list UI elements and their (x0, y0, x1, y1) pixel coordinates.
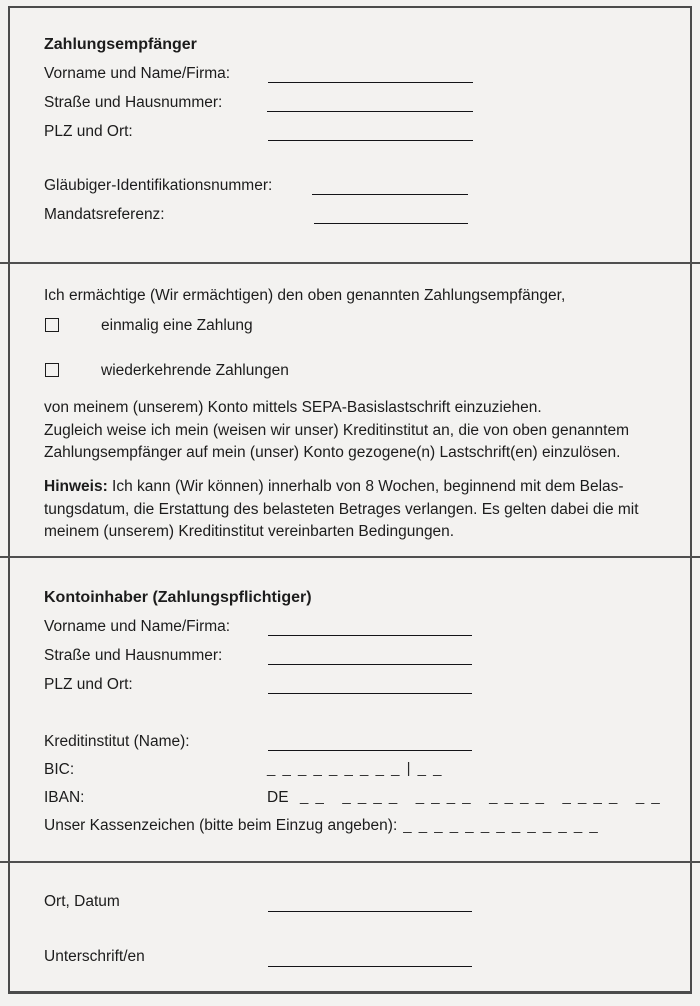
holder-name-line[interactable] (268, 635, 472, 636)
date-line[interactable] (268, 911, 472, 912)
payee-street-label: Straße und Hausnummer: (44, 94, 223, 111)
single-payment-checkbox[interactable] (45, 318, 59, 332)
date-label: Ort, Datum (44, 893, 120, 910)
holder-city-line[interactable] (268, 693, 472, 694)
holder-street-label: Straße und Hausnummer: (44, 647, 223, 664)
payee-name-label: Vorname und Name/Firma: (44, 65, 231, 82)
note-line-1 (44, 476, 639, 499)
payee-name-line[interactable] (268, 82, 473, 83)
authorization-body-line-1: von meinem (unserem) Konto mittels SEPA-Basislastschrift einzuziehen. (44, 399, 542, 416)
reference-label: Unser Kassenzeichen (bitte beim Einzug angeben): (44, 817, 398, 834)
bank-name-label: Kreditinstitut (Name): (44, 733, 190, 750)
mandate-ref-line[interactable] (314, 223, 468, 224)
bic-label: BIC: (44, 761, 75, 778)
reference-row (44, 817, 599, 835)
bank-name-line[interactable] (268, 750, 472, 751)
single-payment-label: einmalig eine Zahlung (101, 317, 253, 334)
section-divider-1 (0, 262, 700, 264)
bic-field[interactable]: _ _ _ _ _ _ _ _ _ | _ _ (267, 760, 444, 777)
mandate-ref-label: Mandatsreferenz: (44, 206, 165, 223)
holder-city-label: PLZ und Ort: (44, 676, 133, 693)
iban-label: IBAN: (44, 789, 85, 806)
recurring-payment-label: wiederkehrende Zahlungen (101, 362, 289, 379)
authorization-body-line-3: Zahlungsempfänger auf mein (unser) Konto gezogene(n) Lastschrift(en) einzulösen. (44, 444, 621, 461)
signature-line[interactable] (268, 966, 472, 967)
note-paragraph (44, 476, 639, 544)
account-holder-heading: Kontoinhaber (Zahlungspflichtiger) (44, 589, 312, 606)
section-divider-3 (0, 861, 700, 863)
authorization-body (44, 397, 629, 465)
reference-field[interactable]: _ _ _ _ _ _ _ _ _ _ _ _ _ (403, 817, 600, 834)
payee-city-line[interactable] (268, 140, 473, 141)
creditor-id-label: Gläubiger-Identifikationsnummer: (44, 177, 273, 194)
iban-prefix: DE (267, 789, 289, 806)
authorization-body-line-2: Zugleich weise ich mein (weisen wir unser) Kreditinstitut an, die von oben genanntem (44, 421, 629, 439)
section-divider-2 (0, 556, 700, 558)
creditor-id-line[interactable] (312, 194, 468, 195)
signature-label: Unterschrift/en (44, 948, 145, 965)
recurring-payment-checkbox[interactable] (45, 363, 59, 377)
iban-field[interactable]: _ _ _ _ _ _ _ _ _ _ _ _ _ _ _ _ _ _ _ _ (300, 788, 662, 805)
payee-heading: Zahlungsempfänger (44, 36, 197, 53)
note-line-2: tungsdatum, die Erstattung des belasteten Betrages verlangen. Es gelten dabei die mit (44, 500, 639, 518)
holder-name-label: Vorname und Name/Firma: (44, 618, 231, 635)
authorization-intro: Ich ermächtige (Wir ermächtigen) den oben genannten Zahlungsempfänger, (44, 287, 566, 304)
note-label: Hinweis: (44, 478, 108, 495)
note-line-1-text: Ich kann (Wir können) innerhalb von 8 Wochen, beginnend mit dem Belas- (112, 478, 624, 495)
payee-city-label: PLZ und Ort: (44, 123, 133, 140)
note-line-3: meinem (unserem) Kreditinstitut vereinbarten Bedingungen. (44, 523, 455, 540)
payee-street-line[interactable] (267, 111, 473, 112)
holder-street-line[interactable] (268, 664, 472, 665)
